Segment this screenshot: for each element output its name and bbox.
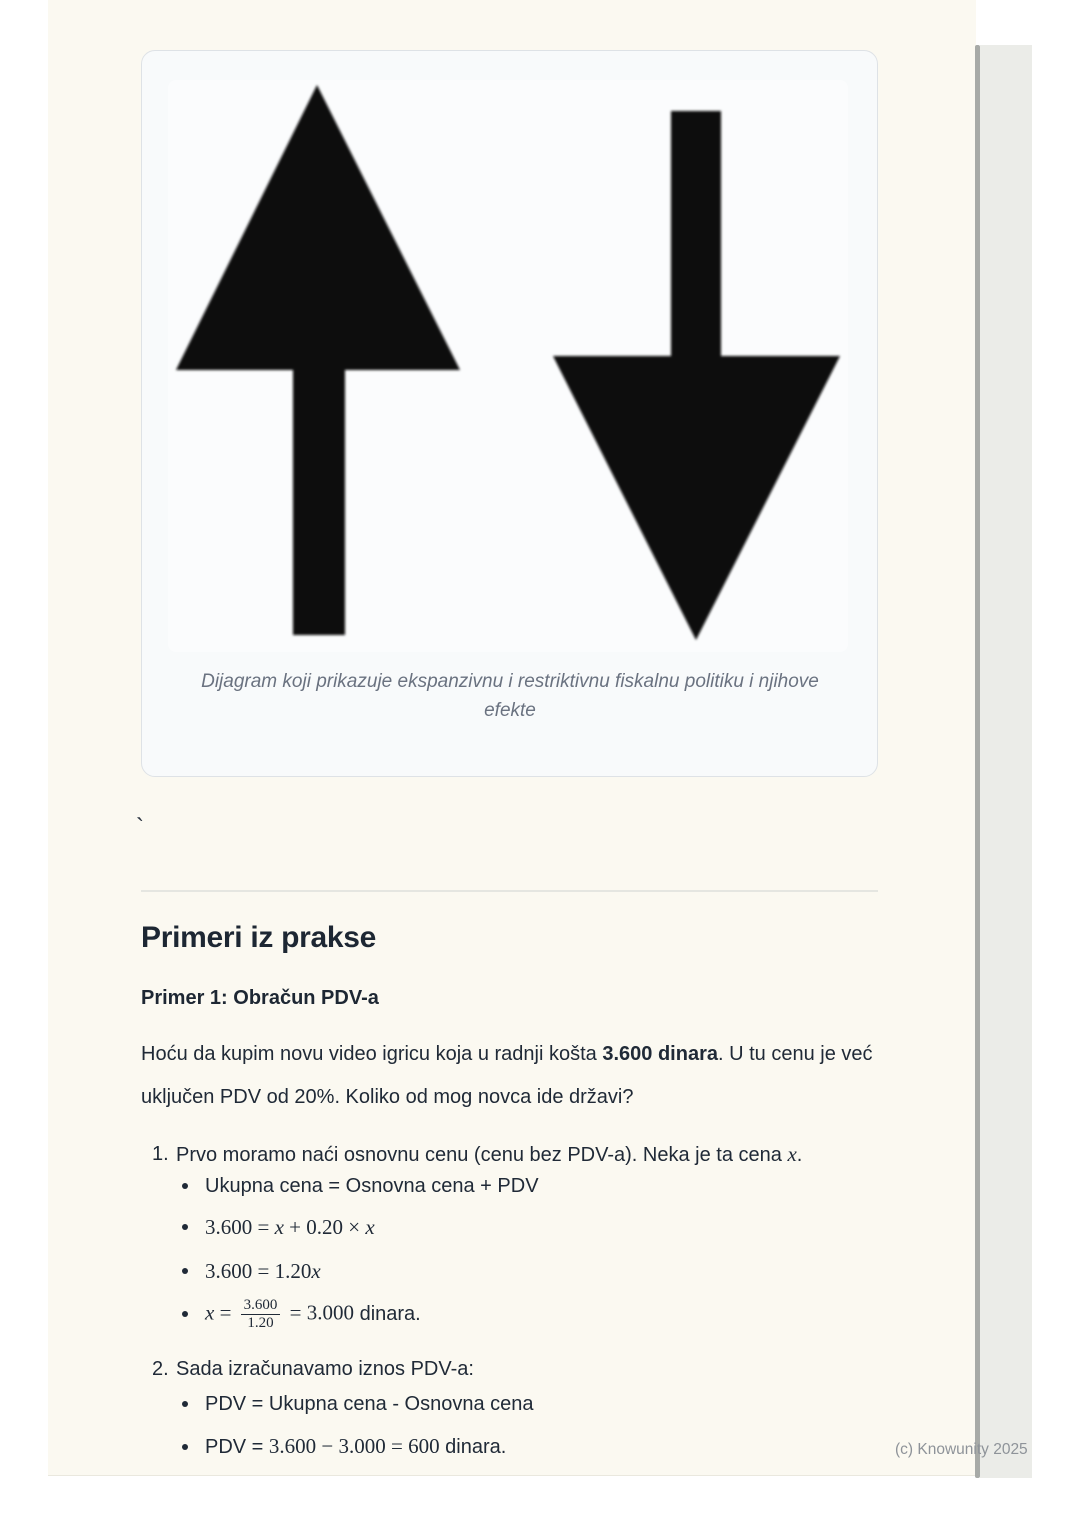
- equation-text: [205, 1297, 354, 1332]
- step-1: [152, 1140, 802, 1169]
- intro-bold-price: 3.600 dinara: [602, 1043, 718, 1065]
- step-2: [152, 1355, 474, 1383]
- step-1-text-period: .: [796, 1144, 803, 1166]
- bullet-total-price-formula: [182, 1172, 539, 1200]
- bullet-icon: [182, 1444, 188, 1450]
- example-heading: Primer 1: Obračun PDV-a: [141, 987, 379, 1009]
- step-1-text-main: Prvo moramo naći osnovnu cenu (cenu bez PDV-a). Neka je ta cena: [176, 1144, 788, 1166]
- arrows-graphic: [168, 80, 848, 652]
- fraction-numerator: 3.600: [241, 1297, 281, 1315]
- math-variable-x: x: [365, 1215, 375, 1239]
- vat-prefix: PDV =: [205, 1436, 269, 1458]
- math-variable-x: x: [787, 1142, 797, 1166]
- document-content-area: [48, 0, 976, 1476]
- figure-caption: Dijagram koji prikazuje ekspanzivnu i restriktivnu fiskalnu politiku i njihove efekte: [201, 671, 819, 721]
- equation-text: [205, 1213, 375, 1241]
- eq3-equals: =: [214, 1299, 237, 1324]
- copyright-watermark: (c) Knowunity 2025: [895, 1441, 1028, 1458]
- fraction-denominator: 1.20: [247, 1314, 274, 1331]
- eq1-part2: + 0.20 ×: [283, 1215, 366, 1239]
- bullet-text: Ukupna cena = Osnovna cena + PDV: [205, 1175, 539, 1197]
- step-1-text: [176, 1140, 802, 1169]
- step-2-marker: 2.: [152, 1358, 169, 1380]
- math-variable-x: x: [205, 1299, 215, 1324]
- step-2-text: Sada izračunavamo iznos PDV-a:: [176, 1358, 474, 1380]
- stray-backtick-text: `: [136, 814, 144, 841]
- bullet-equation-1: [182, 1213, 375, 1241]
- equation-text: [205, 1257, 321, 1285]
- bullet-icon: [182, 1311, 188, 1317]
- bullet-icon: [182, 1224, 188, 1230]
- equation-suffix: dinara.: [354, 1303, 421, 1325]
- bullet-equation-2: [182, 1257, 321, 1285]
- figure-image: [168, 80, 848, 652]
- bullet-icon: [182, 1401, 188, 1407]
- section-heading: Primeri iz prakse: [141, 921, 377, 954]
- vat-math: 3.600 − 3.000 = 600: [268, 1434, 440, 1458]
- arrow-up-icon: [176, 85, 460, 635]
- figure-card: [141, 50, 878, 777]
- equation-text: [205, 1432, 506, 1461]
- math-variable-x: x: [274, 1215, 284, 1239]
- intro-text-start: Hoću da kupim novu video igricu koja u radnji košta: [141, 1043, 603, 1065]
- bullet-icon: [182, 1268, 188, 1274]
- eq2-part1: 3.600 = 1.20: [205, 1259, 312, 1283]
- step-1-marker: 1.: [152, 1143, 169, 1165]
- arrow-down-icon: [553, 111, 840, 640]
- math-variable-x: x: [311, 1259, 321, 1283]
- bullet-icon: [182, 1183, 188, 1189]
- bullet-vat-result: [182, 1432, 506, 1461]
- intro-text-end: . U tu cenu je već uključen PDV od 20%. Koliko od mog novca ide državi?: [141, 1043, 873, 1108]
- eq1-part1: 3.600 =: [205, 1215, 275, 1239]
- eq3-result: = 3.000: [284, 1299, 355, 1324]
- intro-paragraph: [141, 1033, 883, 1119]
- bullet-vat-formula: [182, 1390, 534, 1418]
- vat-suffix: dinara.: [439, 1436, 507, 1458]
- fraction: [241, 1297, 281, 1332]
- bullet-text: PDV = Ukupna cena - Osnovna cena: [205, 1393, 534, 1415]
- right-side-panel: [980, 45, 1032, 1478]
- bullet-equation-3: [182, 1290, 421, 1338]
- section-divider: [141, 890, 878, 892]
